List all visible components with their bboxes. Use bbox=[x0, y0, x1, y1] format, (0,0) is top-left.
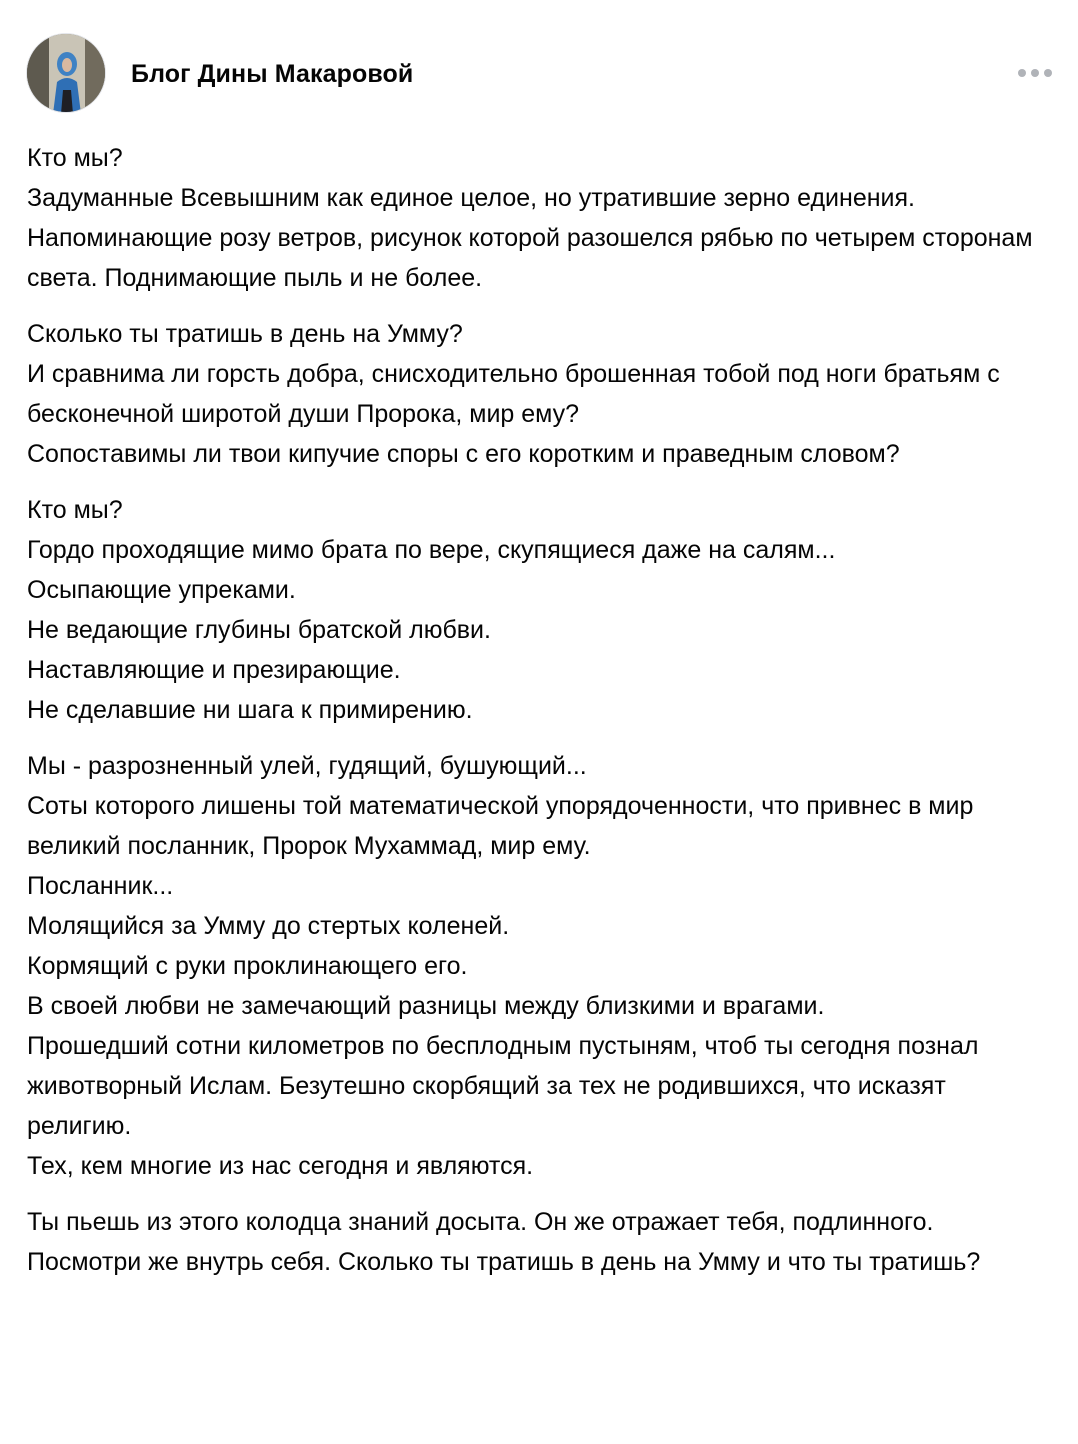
post-line: В своей любви не замечающий разницы между близкими и врагами. bbox=[27, 992, 825, 1020]
post-header bbox=[26, 33, 1052, 115]
post-line: Прошедший сотни километров по бесплодным пустыням, чтоб ты сегодня познал животворный Ислам. Безутешно скорбящий за тех не родившихся, что исказят религию. bbox=[27, 1032, 986, 1140]
post-line: И сравнима ли горсть добра, снисходительно брошенная тобой под ноги братьям с бесконечной широтой души Пророка, мир ему? bbox=[27, 360, 1007, 428]
author-name[interactable]: Блог Дины Макаровой bbox=[131, 60, 414, 88]
post-paragraph bbox=[27, 138, 1057, 298]
post-line: Посланник... bbox=[27, 872, 174, 900]
post-line: Задуманные Всевышним как единое целое, но утратившие зерно единения. bbox=[27, 184, 915, 212]
post-text bbox=[27, 138, 1057, 1298]
post-line: Ты пьешь из этого колодца знаний досыта. Он же отражает тебя, подлинного. bbox=[27, 1208, 934, 1236]
more-options-button[interactable] bbox=[1018, 63, 1052, 83]
post-line: Сколько ты тратишь в день на Умму? bbox=[27, 320, 463, 348]
post-line: Наставляющие и презирающие. bbox=[27, 656, 401, 684]
post-line: Не ведающие глубины братской любви. bbox=[27, 616, 491, 644]
post-line: Молящийся за Умму до стертых коленей. bbox=[27, 912, 510, 940]
post-line: Осыпающие упреками. bbox=[27, 576, 296, 604]
post-line: Кормящий с руки проклинающего его. bbox=[27, 952, 468, 980]
more-horizontal-icon bbox=[1018, 69, 1026, 77]
more-horizontal-icon bbox=[1031, 69, 1039, 77]
post-paragraph bbox=[27, 314, 1057, 474]
post-line: Напоминающие розу ветров, рисунок которой разошелся рябью по четырем сторонам света. Поднимающие пыль и не более. bbox=[27, 224, 1040, 292]
post-paragraph bbox=[27, 1202, 1057, 1282]
post-line: Кто мы? bbox=[27, 496, 123, 524]
post-line: Посмотри же внутрь себя. Сколько ты тратишь в день на Умму и что ты тратишь? bbox=[27, 1248, 981, 1276]
avatar[interactable] bbox=[26, 33, 106, 113]
post-line: Сопоставимы ли твои кипучие споры с его коротким и праведным словом? bbox=[27, 440, 900, 468]
post-line: Соты которого лишены той математической упорядоченности, что привнес в мир великий посланник, Пророк Мухаммад, мир ему. bbox=[27, 792, 981, 860]
avatar-photo bbox=[27, 34, 106, 113]
post-line: Мы - разрозненный улей, гудящий, бушующий... bbox=[27, 752, 587, 780]
post-line: Кто мы? bbox=[27, 144, 123, 172]
more-horizontal-icon bbox=[1044, 69, 1052, 77]
post-paragraph bbox=[27, 746, 1057, 1186]
post-paragraph bbox=[27, 490, 1057, 730]
post-line: Тех, кем многие из нас сегодня и являются. bbox=[27, 1152, 534, 1180]
post-line: Не сделавшие ни шага к примирению. bbox=[27, 696, 473, 724]
post-line: Гордо проходящие мимо брата по вере, скупящиеся даже на салям... bbox=[27, 536, 836, 564]
